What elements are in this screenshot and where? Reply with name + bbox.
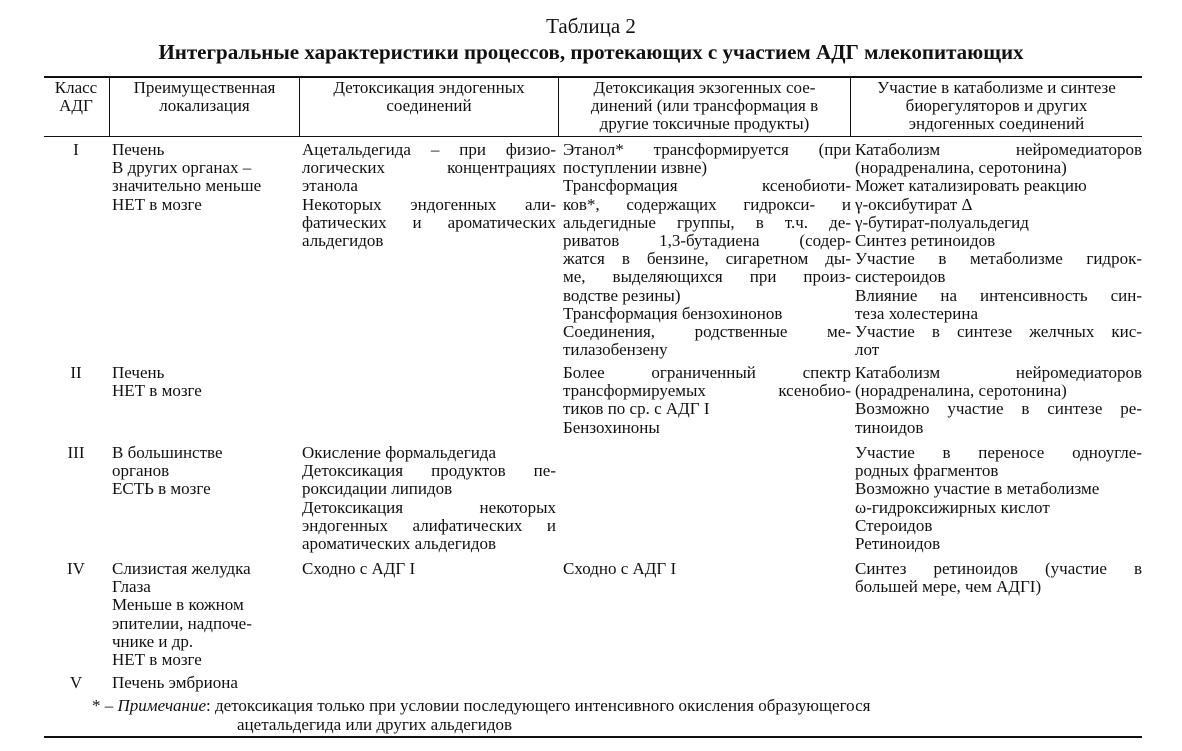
endogenous-cell <box>302 560 556 578</box>
catabolism-cell <box>855 364 1142 437</box>
header-line: Преимущественная <box>133 79 276 97</box>
cell-line: Стероидов <box>855 515 933 535</box>
cell-line: В других органах – <box>112 158 252 178</box>
cell-line: риватов 1,3-бутадиена (содер- <box>563 231 851 251</box>
header-bottom-rule <box>44 136 1142 137</box>
localization-cell <box>112 674 298 692</box>
cell-line: Ретиноидов <box>855 534 941 554</box>
localization-cell <box>112 444 298 499</box>
class-cell: III <box>67 444 85 462</box>
footnote-line-1 <box>92 697 1092 716</box>
cell-line: Печень эмбриона <box>112 674 238 692</box>
cell-line: (норадреналина, серотонина) <box>855 158 1067 178</box>
endogenous-cell <box>302 141 556 250</box>
cell-line: ароматических альдегидов <box>302 534 497 554</box>
cell-line: В большинстве <box>112 444 223 462</box>
cell-line: тиноидов <box>855 417 924 437</box>
footnote-text: : детоксикация только при условии последующего интенсивного окисления образующегося <box>206 696 871 715</box>
cell-line: НЕТ в мозге <box>112 650 202 670</box>
cell-line: трансформируемых ксенобио- <box>563 381 851 401</box>
cell-line: этанола <box>302 176 358 196</box>
table-row <box>44 141 1142 359</box>
cell-line: Трансформация бензохинонов <box>563 303 783 323</box>
table-row <box>44 674 1142 694</box>
catabolism-cell <box>855 141 1142 359</box>
cell-line: Ацетальдегида – при физио- <box>302 141 556 159</box>
cell-line: теза холестерина <box>855 303 979 323</box>
cell-line: Печень <box>112 364 165 382</box>
endogenous-cell <box>302 444 556 553</box>
exogenous-cell <box>563 560 851 578</box>
table-bottom-rule <box>44 736 1142 738</box>
footnote-label: Примечание <box>117 696 207 715</box>
cell-line: Возможно участие в синтезе ре- <box>855 399 1142 419</box>
cell-line: лот <box>855 340 880 360</box>
cell-line: Трансформация ксенобиоти- <box>563 176 851 196</box>
table-row <box>44 444 1142 556</box>
header-line: динений (или трансформация в <box>590 96 819 115</box>
header-endogenous <box>300 79 558 135</box>
cell-line: Глаза <box>112 577 151 597</box>
footnote-line-2: ацетальдегида или других альдегидов <box>237 714 513 734</box>
header-line: локализация <box>159 96 250 115</box>
cell-line: Синтез ретиноидов (участие в <box>855 560 1142 578</box>
cell-line: Влияние на интенсивность син- <box>855 285 1142 305</box>
catabolism-cell <box>855 560 1142 596</box>
table-title: Интегральные характеристики процессов, протекающих с участием АДГ млекопитающих <box>158 40 1024 64</box>
cell-line: альдегидные группы, в т.ч. де- <box>563 212 851 232</box>
cell-line: ω-гидроксижирных кислот <box>855 497 1050 517</box>
exogenous-cell <box>563 141 851 359</box>
cell-line: большей мере, чем АДГI) <box>855 577 1042 597</box>
localization-cell <box>112 141 298 214</box>
table-row <box>44 364 1142 439</box>
header-line: Участие в катаболизме и синтезе <box>877 79 1116 97</box>
cell-line: органов <box>112 461 170 481</box>
class-cell: V <box>69 674 83 692</box>
cell-line: Этанол* трансформируется (при <box>563 141 851 159</box>
cell-line: логических концентрациях <box>302 158 556 178</box>
cell-line: чнике и др. <box>112 631 194 651</box>
cell-line: эпителии, надпоче- <box>112 613 252 633</box>
cell-line: водстве резины) <box>563 285 681 305</box>
cell-line: Бензохиноны <box>563 417 660 437</box>
cell-line: родных фрагментов <box>855 461 999 481</box>
footnote <box>92 697 1092 734</box>
class-cell: II <box>70 364 82 382</box>
cell-line: Синтез ретиноидов <box>855 231 996 251</box>
cell-line: Некоторых эндогенных али- <box>302 194 556 214</box>
cell-line: Катаболизм нейромедиаторов <box>855 364 1142 382</box>
table-caption: Таблица 2 <box>546 14 636 38</box>
cell-line: значительно меньше <box>112 176 262 196</box>
table-top-rule <box>44 76 1142 78</box>
cell-line: Печень <box>112 141 165 159</box>
cell-line: ков*, содержащих гидрокси- и <box>563 194 851 214</box>
cell-line: Детоксикация продуктов пе- <box>302 461 556 481</box>
cell-line: тилазобензену <box>563 340 668 360</box>
localization-cell <box>112 364 298 400</box>
cell-line: систероидов <box>855 267 946 287</box>
cell-line: тиков по ср. с АДГ I <box>563 399 710 419</box>
header-exogenous <box>559 79 850 135</box>
header-line: эндогенных соединений <box>908 114 1085 133</box>
class-cell: IV <box>67 560 85 578</box>
cell-line: Участие в синтезе желчных кис- <box>855 322 1142 342</box>
cell-line: (норадреналина, серотонина) <box>855 381 1067 401</box>
cell-line: НЕТ в мозге <box>112 381 202 401</box>
header-line: биорегуляторов и других <box>905 96 1088 115</box>
catabolism-cell <box>855 444 1142 553</box>
cell-line: роксидации липидов <box>302 479 453 499</box>
header-line: Класс <box>54 79 98 97</box>
cell-line: Сходно с АДГ I <box>302 560 416 578</box>
cell-line: Более ограниченный спектр <box>563 364 851 382</box>
class-cell: I <box>73 141 79 159</box>
header-line: другие токсичные продукты) <box>599 114 810 133</box>
cell-line: Катаболизм нейромедиаторов <box>855 141 1142 159</box>
cell-line: Слизистая желудка <box>112 560 251 578</box>
header-line: Детоксикация эндогенных <box>333 79 525 97</box>
cell-line: альдегидов <box>302 231 384 251</box>
cell-line: Может катализировать реакцию <box>855 176 1087 196</box>
header-line: Детоксикация экзогенных сое- <box>593 79 816 97</box>
cell-line: Возможно участие в метаболизме <box>855 479 1100 499</box>
header-line: соединений <box>386 96 472 115</box>
header-catabolism <box>851 79 1142 135</box>
cell-line: поступлении извне) <box>563 158 708 178</box>
cell-line: γ-бутират-полуальдегид <box>855 212 1029 232</box>
header-class <box>44 79 108 135</box>
cell-line: эндогенных алифатических и <box>302 515 556 535</box>
cell-line: Меньше в кожном <box>112 595 244 615</box>
cell-line: Соединения, родственные ме- <box>563 322 851 342</box>
cell-line: фатических и ароматических <box>302 212 556 232</box>
localization-cell <box>112 560 298 669</box>
exogenous-cell <box>563 364 851 437</box>
cell-line: Участие в переносе одноугле- <box>855 444 1142 462</box>
table-row <box>44 560 1142 670</box>
cell-line: Детоксикация некоторых <box>302 497 556 517</box>
cell-line: γ-оксибутират Δ <box>855 194 973 214</box>
cell-line: ЕСТЬ в мозге <box>112 479 211 499</box>
cell-line: Окисление формальдегида <box>302 444 496 462</box>
cell-line: НЕТ в мозге <box>112 194 202 214</box>
header-line: АДГ <box>59 96 93 115</box>
footnote-mark: * – <box>92 696 118 715</box>
cell-line: Участие в метаболизме гидрок- <box>855 249 1142 269</box>
cell-line: жатся в бензине, сигаретном ды- <box>563 249 851 269</box>
cell-line: ме, выделяющихся при произ- <box>563 267 851 287</box>
cell-line: Сходно с АДГ I <box>563 560 677 578</box>
header-localization <box>110 79 299 135</box>
